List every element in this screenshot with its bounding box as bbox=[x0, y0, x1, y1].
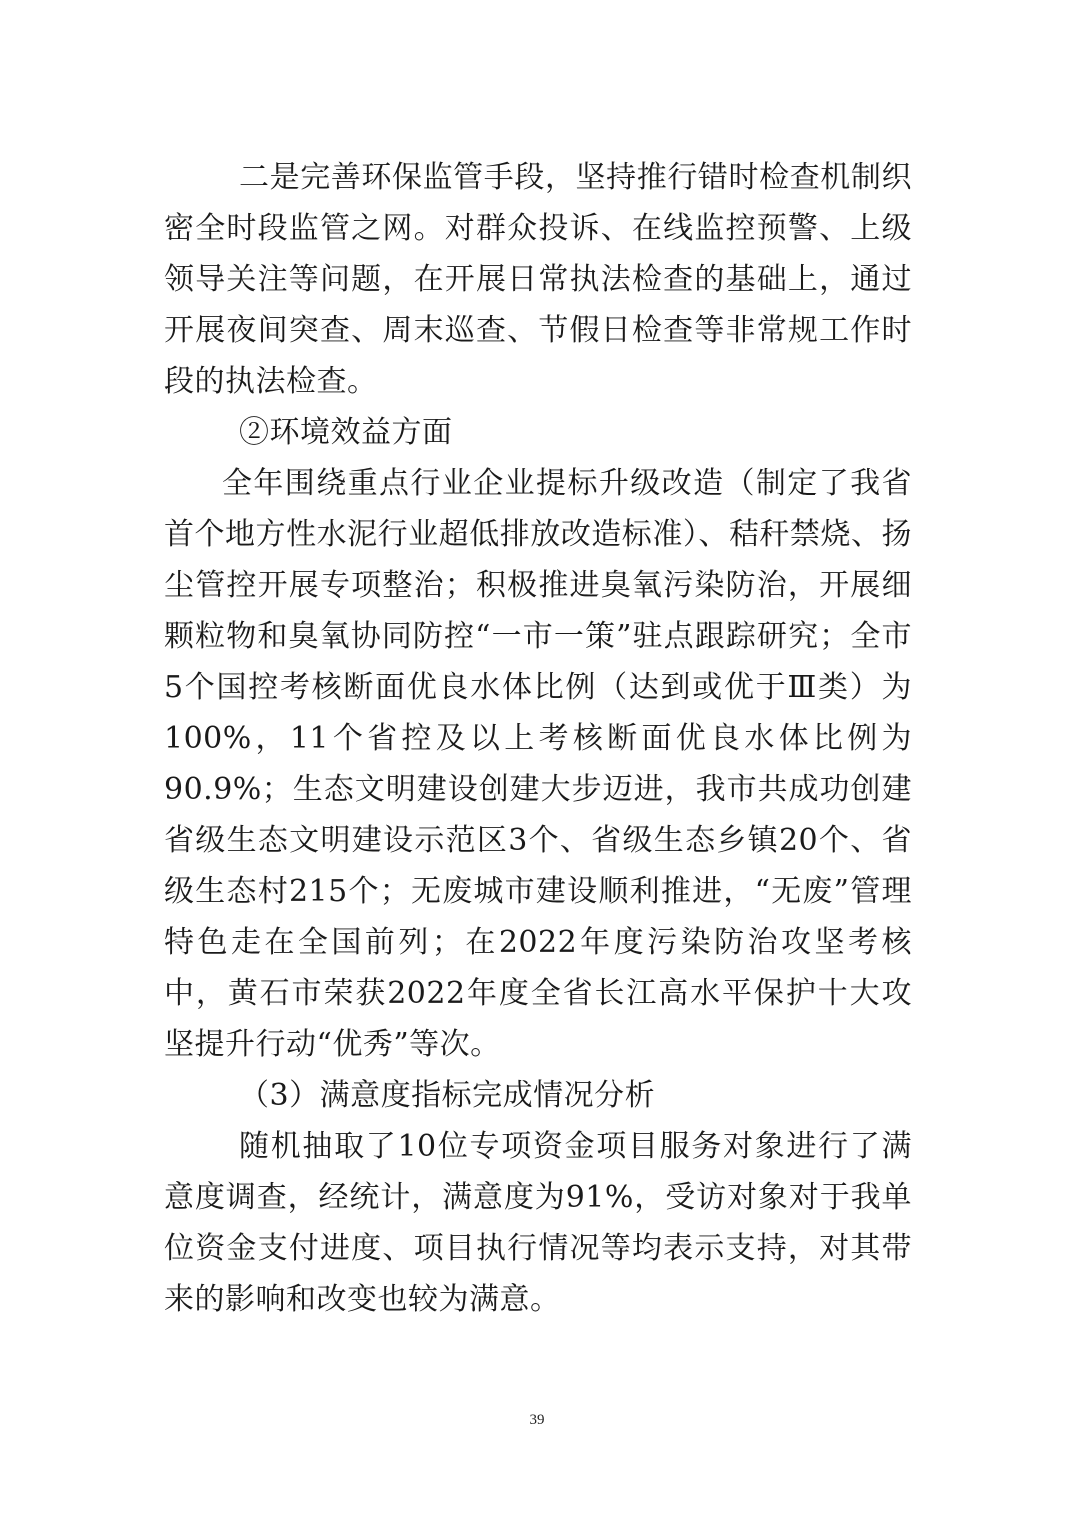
page-number: 39 bbox=[529, 1412, 545, 1428]
body-text bbox=[164, 152, 912, 1325]
paragraph-environmental-results: 全年围绕重点行业企业提标升级改造（制定了我省首个地方性水泥行业超低排放改造标准）、秸秆禁烧、扬尘管控开展专项整治；积极推进臭氧污染防治，开展细颗粒物和臭氧协同防控“一市一策”驻点跟踪研究；全市5个国控考核断面优良水体比例（达到或优于Ⅲ类）为100%，11个省控及以上考核断面优良水体比例为90.9%；生态文明建设创建大步迈进，我市共成功创建省级生态文明建设示范区3个、省级生态乡镇20个、省级生态村215个；无废城市建设顺利推进，“无废”管理特色走在全国前列；在2022年度污染防治攻坚考核中，黄石市荣获2022年度全省长江高水平保护十大攻坚提升行动“优秀”等次。 bbox=[164, 466, 912, 1062]
paragraph-supervision-means: 二是完善环保监管手段，坚持推行错时检查机制织密全时段监管之网。对群众投诉、在线监控预警、上级领导关注等问题，在开展日常执法检查的基础上，通过开展夜间突查、周末巡查、节假日检查等非常规工作时段的执法检查。 bbox=[164, 160, 912, 399]
heading-satisfaction-analysis: （3）满意度指标完成情况分析 bbox=[239, 1078, 656, 1113]
heading-environmental-benefits: ②环境效益方面 bbox=[239, 415, 453, 450]
paragraph-satisfaction-survey: 随机抽取了10位专项资金项目服务对象进行了满意度调查，经统计，满意度为91%，受访对象对于我单位资金支付进度、项目执行情况等均表示支持，对其带来的影响和改变也较为满意。 bbox=[164, 1129, 912, 1317]
